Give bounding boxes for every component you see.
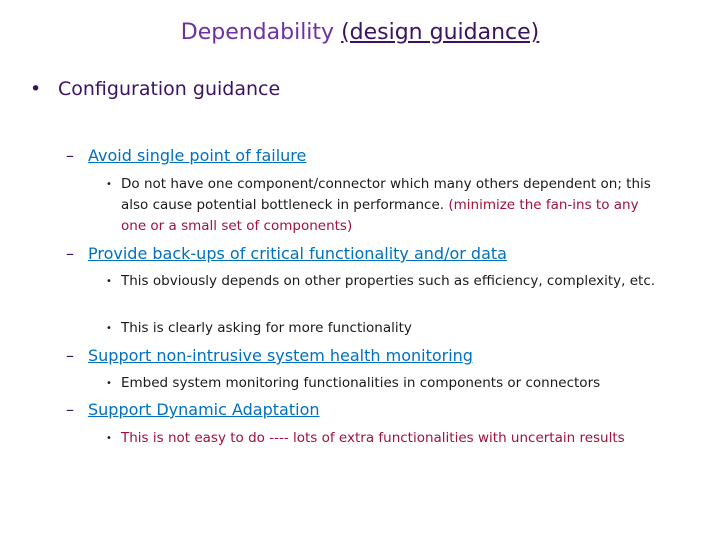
bullet-item (106, 271, 666, 292)
section-heading-single-point-of-failure (66, 146, 306, 165)
dash-icon: – (66, 244, 74, 263)
level1-text: Configuration guidance (58, 78, 281, 100)
bullet-item (106, 318, 666, 339)
bullet-text: This is not easy to do ---- lots of extra functionalities with uncertain results (121, 430, 625, 446)
level1-bullet-item (30, 78, 280, 100)
section-heading-text[interactable]: Provide back-ups of critical functionality and/or data (88, 244, 507, 263)
bullet-icon: • (30, 78, 42, 100)
bullet-text: This obviously depends on other properties such as efficiency, complexity, etc. (121, 273, 656, 289)
dash-icon: – (66, 400, 74, 419)
bullet-highlight-text: (minimize the fan-ins to any one or a small set of components) (121, 197, 639, 234)
section-heading-text[interactable]: Support Dynamic Adaptation (88, 400, 320, 419)
title-subtitle: (design guidance) (341, 20, 540, 45)
bullet-icon: • (106, 179, 112, 190)
bullet-item (106, 174, 666, 237)
section-heading-text[interactable]: Avoid single point of failure (88, 146, 307, 165)
bullet-item (106, 373, 666, 394)
bullet-text: Embed system monitoring functionalities in components or connectors (121, 375, 601, 391)
bullet-text: This is clearly asking for more functionality (121, 320, 412, 336)
bullet-icon: • (106, 323, 112, 334)
bullet-text: Do not have one component/connector which many others dependent on; this also cause potential bottleneck in performance. (121, 176, 651, 213)
slide-title (0, 20, 720, 45)
dash-icon: – (66, 346, 74, 365)
bullet-icon: • (106, 378, 112, 389)
section-heading-health-monitoring (66, 346, 473, 365)
section-heading-dynamic-adaptation (66, 400, 320, 419)
section-heading-text[interactable]: Support non-intrusive system health monitoring (88, 346, 473, 365)
bullet-icon: • (106, 433, 112, 444)
bullet-item (106, 428, 666, 449)
section-heading-backups (66, 244, 507, 263)
title-main: Dependability (180, 20, 335, 45)
bullet-icon: • (106, 276, 112, 287)
dash-icon: – (66, 146, 74, 165)
